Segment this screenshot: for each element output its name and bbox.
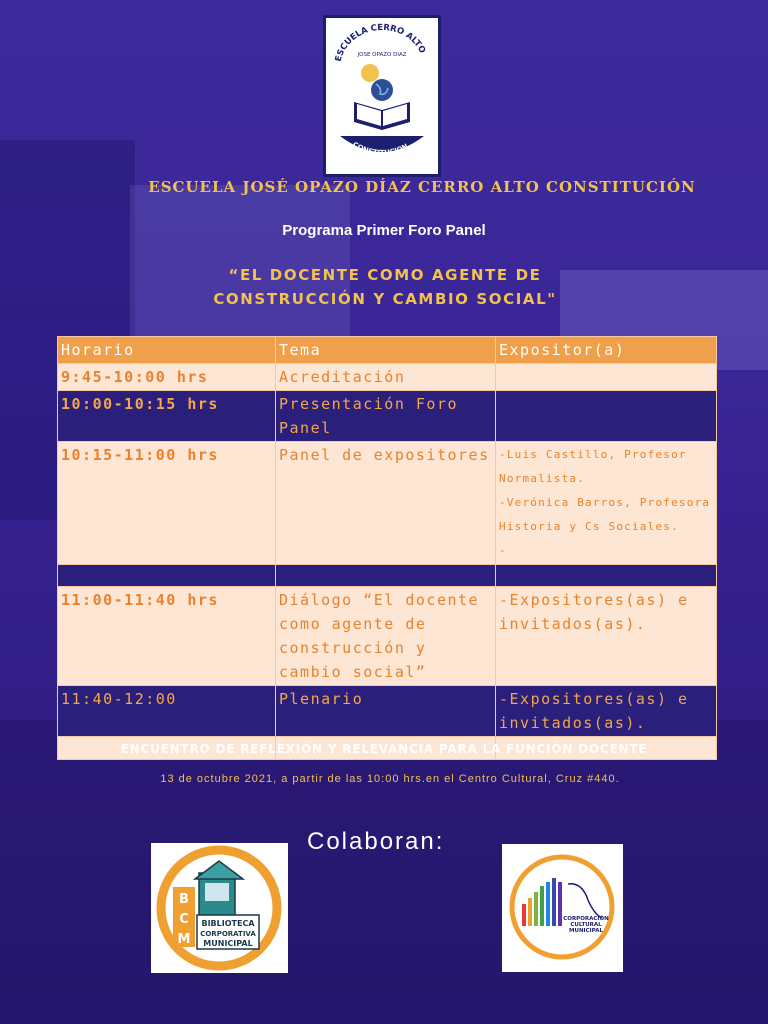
speaker-cell xyxy=(496,364,717,391)
topic-cell: Presentación Foro Panel xyxy=(276,391,496,442)
header-horario: Horario xyxy=(58,337,276,364)
bcm-letter-m: M xyxy=(177,932,191,947)
speaker-line-1: -Luis Castillo, Profesor Normalista. xyxy=(499,448,687,485)
speaker-cell: -Expositores(as) e invitados(as). xyxy=(496,587,717,686)
bcm-letter-c: C xyxy=(179,912,189,927)
topic-cell xyxy=(276,565,496,587)
crest-emblem xyxy=(326,18,438,174)
speaker-line-2: -Verónica Barros, Profesora Historia y Cs Sociales. xyxy=(499,496,711,533)
crest-bottom-text: CONSTITUCION xyxy=(351,140,410,158)
slogan-line-2: CONSTRUCCIÓN Y CAMBIO SOCIAL" xyxy=(213,290,557,308)
time-cell: 9:45-10:00 hrs xyxy=(58,364,276,391)
time-cell: 10:00-10:15 hrs xyxy=(58,391,276,442)
ccm-text-1: CORPORACIÓN xyxy=(563,916,609,922)
table-row xyxy=(58,391,717,442)
bcm-text-1: BIBLIOTECA xyxy=(201,919,255,928)
speaker-cell xyxy=(496,565,717,587)
bcm-text-2: CORPORATIVA xyxy=(200,930,256,938)
slogan-line-1: “EL DOCENTE COMO AGENTE DE xyxy=(228,266,542,284)
ccm-text-3: MUNICIPAL xyxy=(569,928,603,934)
topic-cell: Acreditación xyxy=(276,364,496,391)
bcm-logo xyxy=(151,843,288,973)
table-row xyxy=(58,364,717,391)
event-details: 13 de octubre 2021, a partir de las 10:00 hrs.en el Centro Cultural, Cruz #440. xyxy=(160,773,620,785)
background-floor xyxy=(0,720,768,1024)
table-row xyxy=(58,442,717,565)
school-crest xyxy=(323,15,441,177)
school-title: ESCUELA JOSÉ OPAZO DÍAZ CERRO ALTO CONSTITUCIÓN xyxy=(148,178,696,196)
time-cell: 11:40-12:00 xyxy=(58,686,276,737)
speaker-line-3: - xyxy=(499,544,507,557)
header-expositor: Expositor(a) xyxy=(496,337,717,364)
speaker-cell xyxy=(496,391,717,442)
topic-cell: Plenario xyxy=(276,686,496,737)
crest-name-text: JOSE OPAZO DIAZ xyxy=(357,52,407,58)
schedule-table xyxy=(57,336,717,760)
ccm-text-2: CULTURAL xyxy=(570,922,602,928)
ccm-logo xyxy=(502,844,623,972)
bcm-letter-b: B xyxy=(179,892,189,907)
time-cell: 11:00-11:40 hrs xyxy=(58,587,276,686)
globe-icon xyxy=(371,79,393,101)
topic-cell: Diálogo “El docente como agente de construcción y cambio social” xyxy=(276,587,496,686)
slogan xyxy=(190,263,580,311)
speaker-cell xyxy=(496,442,717,565)
table-row xyxy=(58,587,717,686)
table-row xyxy=(58,686,717,737)
colaboran-heading: Colaboran: xyxy=(307,828,445,855)
header-tema: Tema xyxy=(276,337,496,364)
ccm-logo-graphic xyxy=(502,844,623,972)
bcm-logo-graphic xyxy=(151,843,288,973)
program-title: Programa Primer Foro Panel xyxy=(282,222,486,239)
encuentro-heading: ENCUENTRO DE REFLEXIÓN Y RELEVANCIA PARA LA FUNCIÓN DOCENTE xyxy=(120,742,648,756)
table-row xyxy=(58,565,717,587)
time-cell xyxy=(58,565,276,587)
bcm-text-3: MUNICIPAL xyxy=(203,939,253,948)
sun-icon xyxy=(361,64,379,82)
speaker-cell: -Expositores(as) e invitados(as). xyxy=(496,686,717,737)
time-cell: 10:15-11:00 hrs xyxy=(58,442,276,565)
crest-top-text: ESCUELA CERRO ALTO xyxy=(333,22,428,63)
topic-cell: Panel de expositores xyxy=(276,442,496,565)
table-header-row xyxy=(58,337,717,364)
